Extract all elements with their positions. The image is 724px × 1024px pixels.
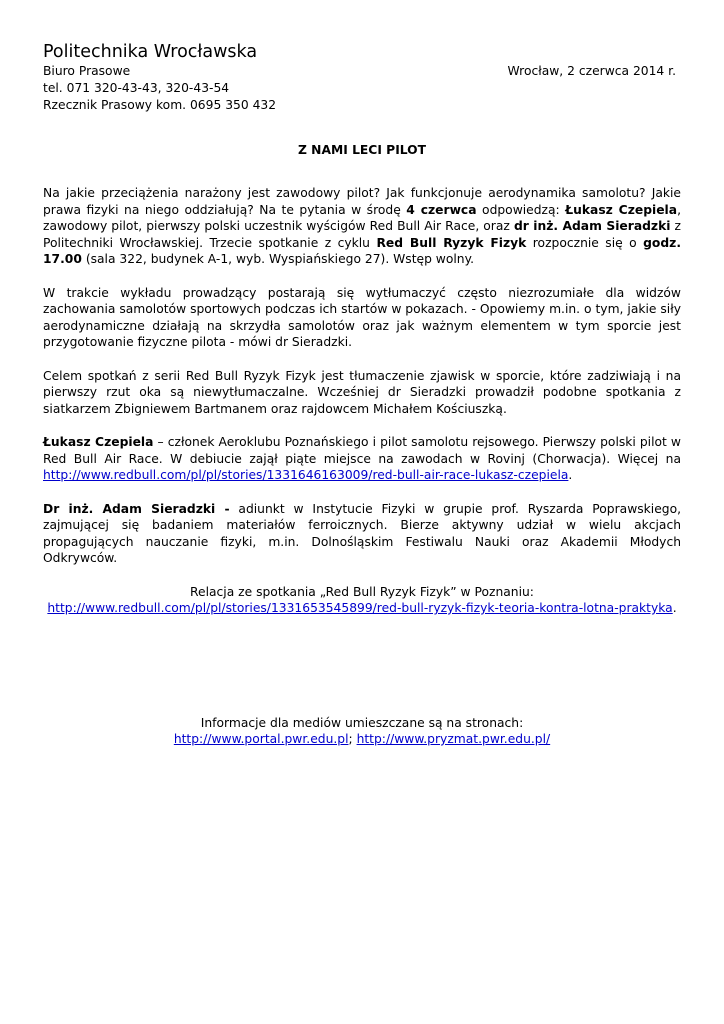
series-name: Red Bull Ryzyk Fizyk bbox=[376, 235, 527, 250]
event-date: 4 czerwca bbox=[406, 202, 477, 217]
bio-name: Dr inż. Adam Sieradzki - bbox=[43, 501, 230, 516]
text-span: Na jakie przeciążenia narażony jest zawodowy pilot? Jak funkcjonuje aerodynamika samolotu? Jakie prawa fizyki na niego oddziałują? Na te pytania w środę bbox=[43, 186, 681, 217]
text-span: , zawodowy pilot, pierwszy polski uczestnik wyścigów Red Bull Air Race, oraz bbox=[43, 202, 681, 233]
intro-paragraph bbox=[43, 185, 681, 268]
relacja-label: Relacja ze spotkania „Red Bull Ryzyk Fizyk” w Poznaniu: bbox=[190, 584, 534, 599]
speaker-name: Łukasz Czepiela bbox=[565, 202, 678, 217]
sieradzki-bio bbox=[43, 501, 681, 567]
press-release-title: Z NAMI LECI PILOT bbox=[297, 143, 427, 157]
speaker-name: dr inż. Adam Sieradzki bbox=[513, 219, 671, 233]
portal-link[interactable]: http://www.portal.pwr.edu.pl bbox=[173, 732, 349, 746]
link-separator: ; bbox=[348, 732, 357, 746]
media-info-block bbox=[43, 715, 681, 748]
czepiela-bio bbox=[43, 434, 681, 484]
phone-numbers: tel. 071 320-43-43, 320-43-54 bbox=[43, 81, 230, 95]
press-release-page bbox=[43, 41, 681, 748]
media-info-label: Informacje dla mediów umieszczane są na stronach: bbox=[200, 715, 524, 730]
series-paragraph: Celem spotkań z serii Red Bull Ryzyk Fizyk jest tłumaczenie zjawisk w sporcie, które zadziwiają i na pierwszy rzut oka są niewytłumaczalne. Wcześniej dr Sieradzki prowadził podobne spotkania z siatkarzem Zbigniewem Bartmanem oraz rajdowcem Michałem Kościuszką. bbox=[43, 368, 681, 416]
text-span: rozpocznie się o bbox=[526, 235, 644, 250]
text-span: adiunkt w Instytucie Fizyki w grupie prof. Ryszarda Poprawskiego, zajmującej się badaniem materiałów ferroicznych. Bierze aktywny udział w wielu akcjach propagujących nauczanie fizyki, m.in. Dolnośląskim Festiwalu Nauki oraz Akademii Młodych Odkrywców. bbox=[43, 501, 681, 565]
text-span: (sala 322, budynek A-1, wyb. Wyspiańskiego 27). Wstęp wolny. bbox=[81, 252, 475, 266]
office-name: Biuro Prasowe bbox=[43, 64, 131, 78]
bio-name: Łukasz Czepiela bbox=[43, 435, 154, 449]
relacja-link[interactable]: http://www.redbull.com/pl/pl/stories/1331653545899/red-bull-ryzyk-fizyk-teoria-kontra-lotna-praktyka bbox=[47, 601, 673, 615]
letterhead bbox=[43, 63, 681, 114]
lecture-paragraph: W trakcie wykładu prowadzący postarają się wytłumaczyć często niezrozumiałe dla widzów zachowania samolotów sportowych podczas ich startów w pokazach. - Opowiemy m.in. o tym, jakie siły aerodynamiczne działają na skrzydła samolotów oraz jak ważnym elementem w tym sporcie jest przygotowanie fizyczne pilota - mówi dr Sieradzki. bbox=[43, 285, 681, 349]
relacja-block bbox=[43, 584, 681, 617]
text-span: . bbox=[672, 601, 677, 615]
document-date: Wrocław, 2 czerwca 2014 r. bbox=[507, 64, 676, 78]
organization-name: Politechnika Wrocławska bbox=[43, 42, 258, 62]
text-span: z Politechniki Wrocławskiej. Trzecie spotkanie z cyklu bbox=[43, 219, 681, 250]
pryzmat-link[interactable]: http://www.pryzmat.pwr.edu.pl/ bbox=[356, 732, 551, 746]
text-span: odpowiedzą: bbox=[476, 202, 566, 217]
text-span: – członek Aeroklubu Poznańskiego i pilot samolotu rejsowego. Pierwszy polski pilot w Red Bull Air Race. W debiucie zajął piąte miejsce na zawodach w Rovinj (Chorwacja). Więcej na bbox=[43, 435, 681, 466]
text-span: . bbox=[568, 468, 573, 482]
event-time: godz. 17.00 bbox=[43, 235, 682, 266]
spokesman-contact: Rzecznik Prasowy kom. 0695 350 432 bbox=[43, 98, 277, 112]
czepiela-link[interactable]: http://www.redbull.com/pl/pl/stories/1331646163009/red-bull-air-race-lukasz-czepiela bbox=[43, 468, 569, 482]
